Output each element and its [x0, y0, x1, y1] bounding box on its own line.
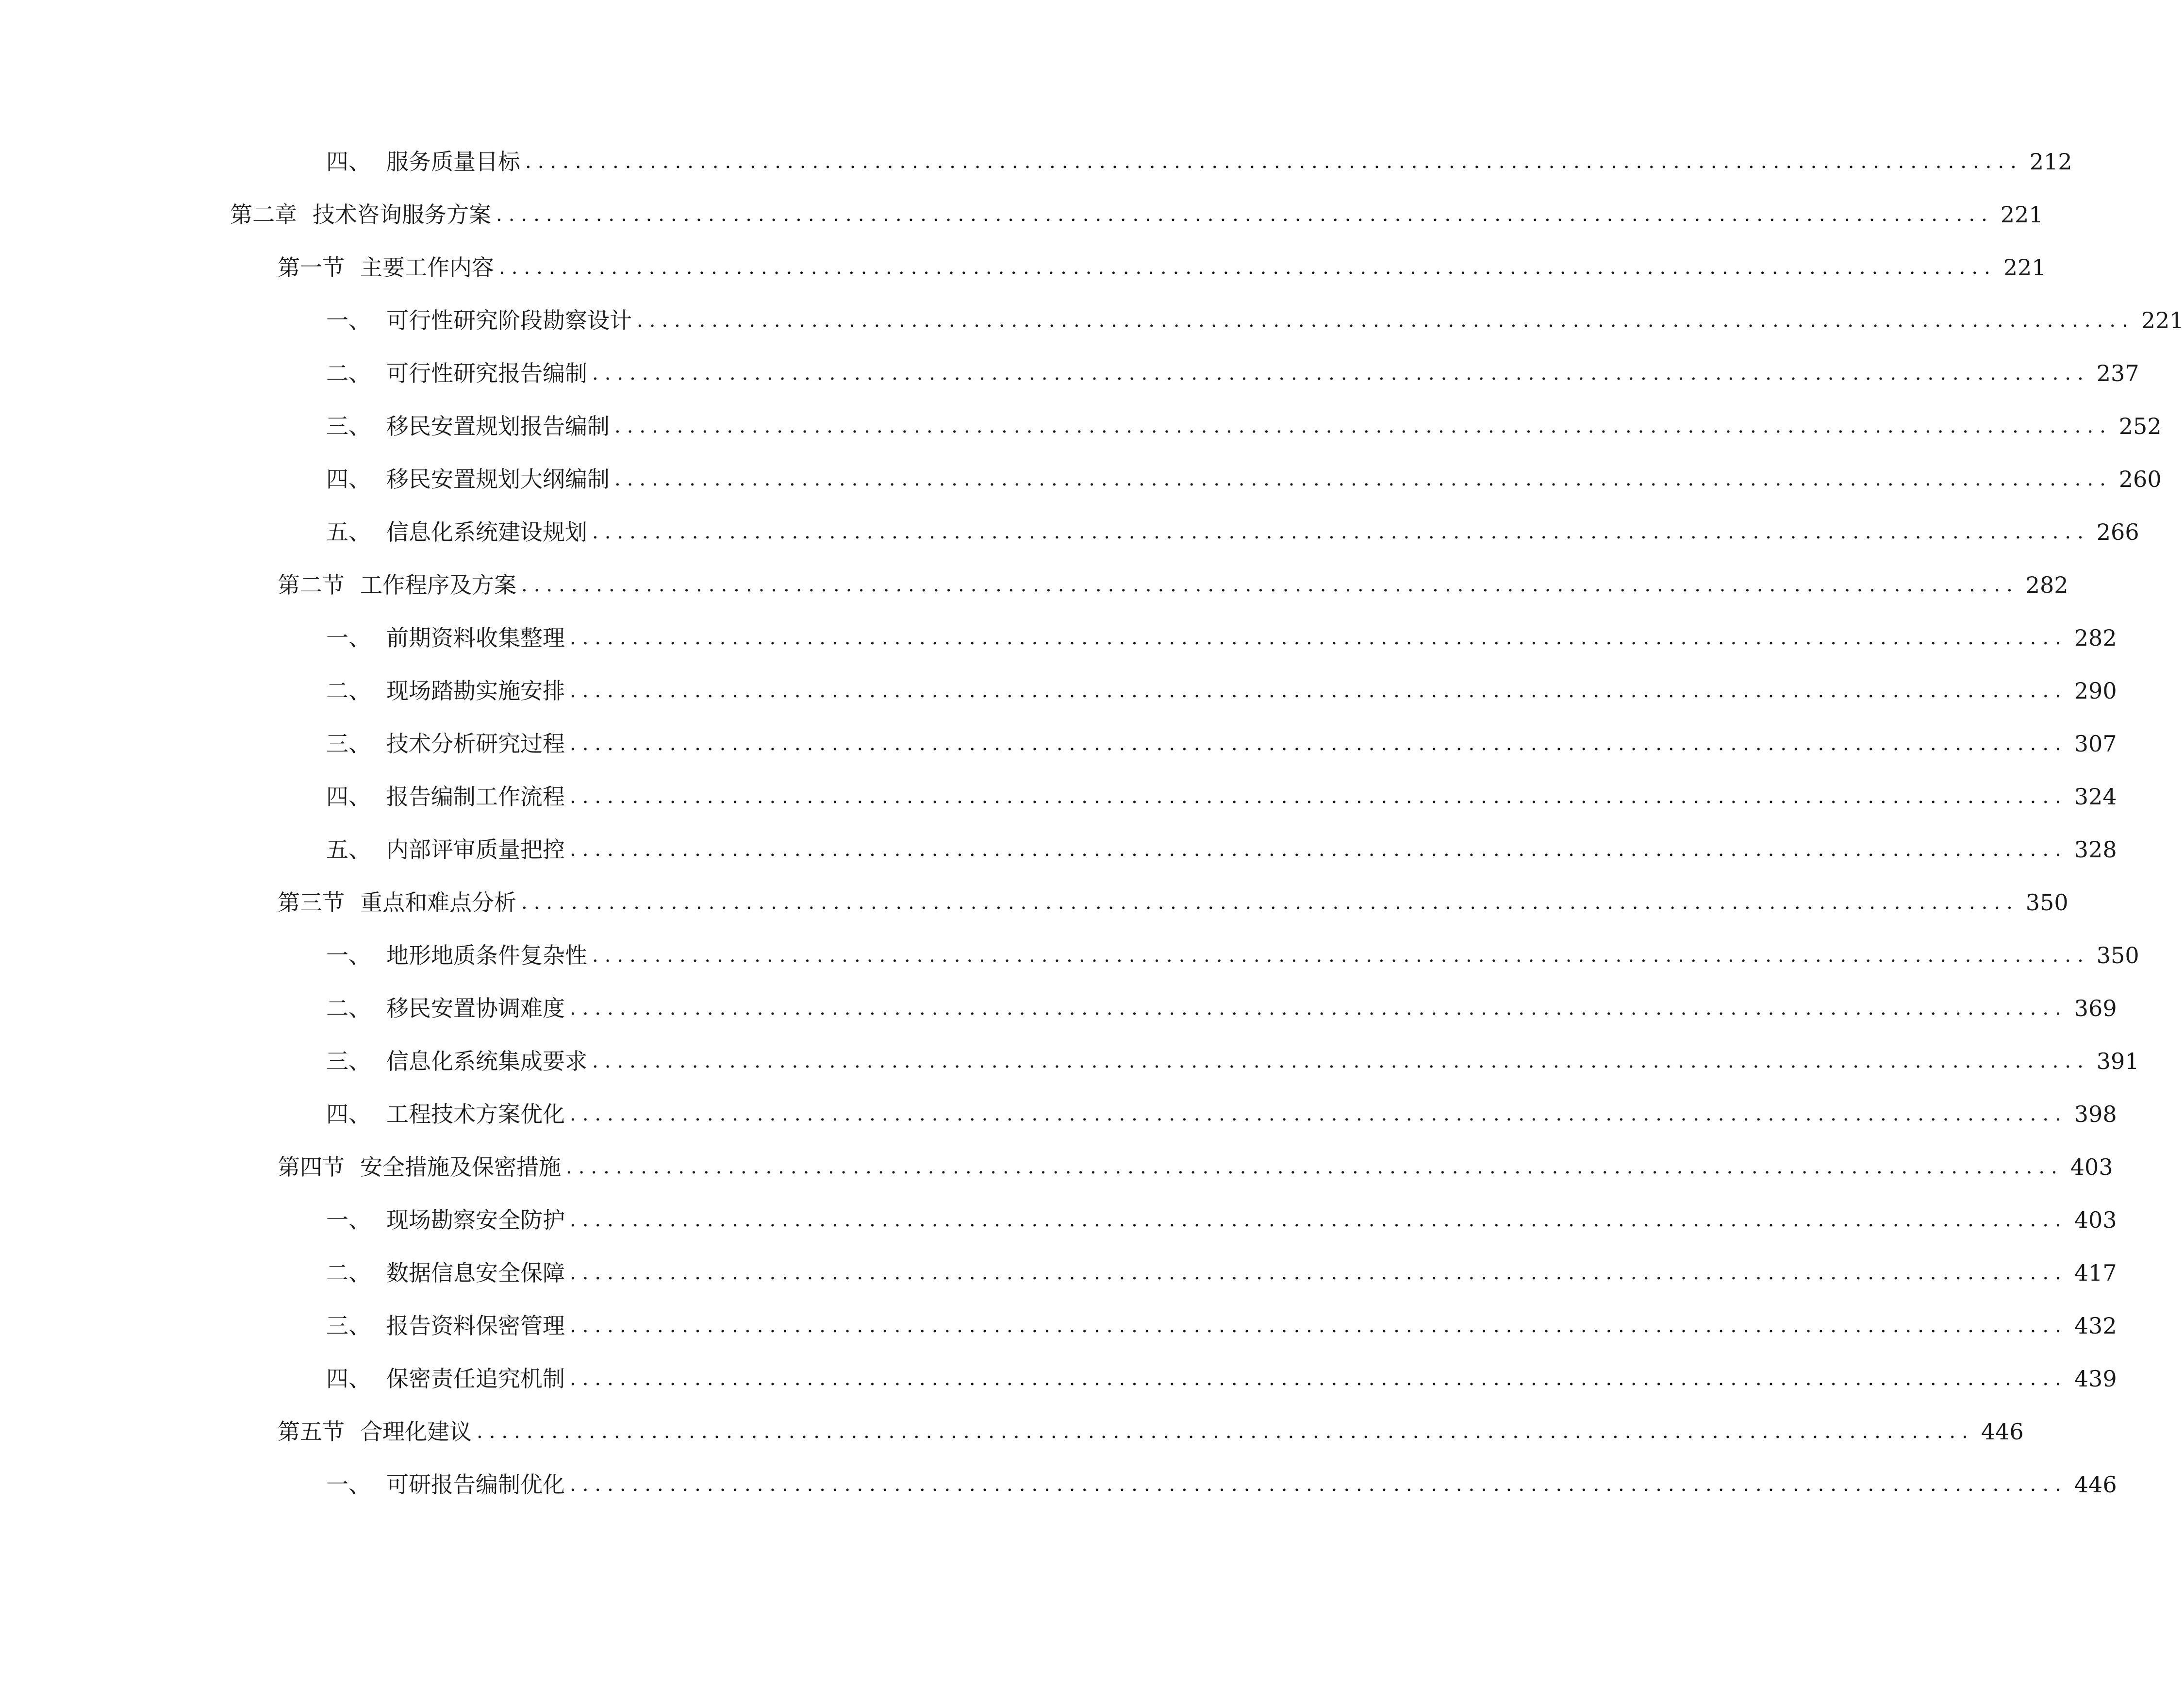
dot-leader: ........................................................................................................................: [570, 680, 2068, 702]
toc-entry[interactable]: [326, 777, 2117, 816]
toc-entry-number: 三、: [326, 1048, 371, 1074]
dot-leader: ........................................................................................................................: [592, 362, 2090, 384]
dot-leader: ........................................................................................................................: [570, 1473, 2068, 1496]
toc-entry-number: 一、: [326, 307, 371, 334]
dot-leader: ........................................................................................................................: [521, 574, 2019, 596]
toc-entry-title: 保密责任追究机制: [386, 1366, 565, 1392]
toc-entry-page: 446: [2074, 1471, 2117, 1498]
toc-entry-title: 信息化系统集成要求: [386, 1048, 587, 1074]
toc-entry-page: 369: [2074, 995, 2117, 1021]
toc-entry[interactable]: [278, 566, 2068, 604]
toc-entry[interactable]: [326, 989, 2117, 1028]
toc-entry[interactable]: [326, 1465, 2117, 1504]
toc-entry-page: 221: [2003, 254, 2046, 281]
toc-entry-number: 第二章: [230, 201, 297, 228]
toc-entry-page: 403: [2070, 1154, 2113, 1180]
toc-entry-number: 二、: [326, 678, 371, 704]
toc-entry-title: 技术咨询服务方案: [313, 201, 491, 228]
toc-entry-title: 前期资料收集整理: [386, 625, 565, 651]
toc-entry-title: 工作程序及方案: [360, 572, 516, 598]
toc-entry[interactable]: [326, 407, 2162, 446]
toc-entry-page: 221: [2141, 307, 2184, 334]
toc-entry-page: 398: [2074, 1101, 2117, 1127]
toc-entry-title: 移民安置协调难度: [386, 995, 565, 1021]
toc-entry-number: 一、: [326, 1207, 371, 1233]
toc-entry[interactable]: [326, 830, 2117, 869]
dot-leader: ........................................................................................................................: [570, 1209, 2068, 1231]
toc-entry[interactable]: [278, 248, 2046, 287]
toc-entry-title: 安全措施及保密措施: [360, 1154, 561, 1180]
toc-entry-number: 第五节: [278, 1419, 345, 1445]
toc-entry-page: 417: [2074, 1260, 2117, 1286]
dot-leader: ........................................................................................................................: [570, 1262, 2068, 1284]
toc-entry-number: 三、: [326, 731, 371, 757]
toc-entry[interactable]: [326, 671, 2117, 710]
toc-entry-number: 四、: [326, 1366, 371, 1392]
toc-entry-page: 252: [2118, 413, 2162, 439]
dot-leader: ........................................................................................................................: [614, 415, 2112, 437]
dot-leader: ........................................................................................................................: [477, 1420, 1974, 1443]
toc-entry[interactable]: [326, 1042, 2139, 1081]
toc-entry[interactable]: [326, 513, 2139, 551]
toc-entry-number: 四、: [326, 1101, 371, 1127]
dot-leader: ........................................................................................................................: [525, 150, 2023, 173]
toc-entry-number: 四、: [326, 466, 371, 492]
toc-entry-number: 四、: [326, 149, 371, 175]
dot-leader: ........................................................................................................................: [499, 256, 1997, 279]
dot-leader: ........................................................................................................................: [570, 1368, 2068, 1390]
toc-entry-title: 现场勘察安全防护: [386, 1207, 565, 1233]
dot-leader: ........................................................................................................................: [570, 785, 2068, 808]
toc-entry-page: 403: [2074, 1207, 2117, 1233]
toc-entry[interactable]: [326, 354, 2139, 393]
toc-entry-number: 五、: [326, 519, 371, 545]
toc-entry-number: 三、: [326, 1313, 371, 1339]
toc-entry-title: 报告编制工作流程: [386, 784, 565, 810]
dot-leader: ........................................................................................................................: [570, 627, 2068, 649]
toc-entry-number: 第二节: [278, 572, 345, 598]
toc-entry-number: 第四节: [278, 1154, 345, 1180]
toc-entry-page: 237: [2096, 360, 2139, 386]
toc-entry-title: 主要工作内容: [360, 254, 494, 281]
toc-entry-page: 391: [2096, 1048, 2139, 1074]
toc-entry-title: 可研报告编制优化: [386, 1471, 565, 1498]
toc-entry-number: 二、: [326, 360, 371, 386]
dot-leader: ........................................................................................................................: [570, 733, 2068, 755]
dot-leader: ........................................................................................................................: [592, 1050, 2090, 1072]
toc-entry-number: 一、: [326, 942, 371, 968]
dot-leader: ........................................................................................................................: [570, 997, 2068, 1019]
toc-entry-page: 350: [2025, 889, 2068, 916]
toc-entry[interactable]: [326, 724, 2117, 763]
dot-leader: ........................................................................................................................: [521, 891, 2019, 914]
toc-entry-page: 432: [2074, 1313, 2117, 1339]
dot-leader: ........................................................................................................................: [496, 203, 1994, 226]
toc-entry-title: 可行性研究报告编制: [386, 360, 587, 386]
toc-entry[interactable]: [278, 1412, 2024, 1451]
toc-entry-title: 可行性研究阶段勘察设计: [386, 307, 632, 334]
toc-entry[interactable]: [326, 1201, 2117, 1239]
toc-entry-number: 一、: [326, 625, 371, 651]
toc-entry-number: 五、: [326, 836, 371, 863]
toc-entry-number: 三、: [326, 413, 371, 439]
toc-entry-page: 307: [2074, 731, 2117, 757]
toc-entry-title: 工程技术方案优化: [386, 1101, 565, 1127]
toc-entry-page: 221: [2000, 201, 2043, 228]
toc-entry-number: 四、: [326, 784, 371, 810]
toc-entry[interactable]: [326, 460, 2162, 499]
toc-entry-page: 290: [2074, 678, 2117, 704]
toc-entry-page: 350: [2096, 942, 2139, 968]
toc-entry-title: 内部评审质量把控: [386, 836, 565, 863]
dot-leader: ........................................................................................................................: [566, 1156, 2064, 1178]
dot-leader: ........................................................................................................................: [570, 1103, 2068, 1125]
toc-entry[interactable]: [326, 301, 2184, 340]
toc-entry-title: 现场踏勘实施安排: [386, 678, 565, 704]
toc-entry[interactable]: [326, 936, 2139, 975]
toc-entry-title: 报告资料保密管理: [386, 1313, 565, 1339]
toc-entry-number: 二、: [326, 1260, 371, 1286]
toc-entry-title: 数据信息安全保障: [386, 1260, 565, 1286]
toc-entry[interactable]: [278, 883, 2068, 922]
toc-entry-page: 282: [2074, 625, 2117, 651]
toc-entry-page: 439: [2074, 1366, 2117, 1392]
toc-entry-title: 信息化系统建设规划: [386, 519, 587, 545]
dot-leader: ........................................................................................................................: [592, 521, 2090, 543]
dot-leader: ........................................................................................................................: [570, 1315, 2068, 1337]
toc-entry-title: 技术分析研究过程: [386, 731, 565, 757]
toc-entry-number: 第三节: [278, 889, 345, 916]
toc-entry-title: 服务质量目标: [386, 149, 520, 175]
toc-entry-page: 266: [2096, 519, 2139, 545]
toc-entry[interactable]: [326, 1253, 2117, 1292]
toc-entry-title: 合理化建议: [360, 1419, 472, 1445]
toc-entry[interactable]: [278, 1148, 2113, 1186]
dot-leader: ........................................................................................................................: [592, 944, 2090, 967]
toc-entry-page: 446: [1981, 1419, 2024, 1445]
toc-entry-page: 212: [2029, 149, 2072, 175]
toc-entry[interactable]: [326, 1095, 2117, 1134]
dot-leader: ........................................................................................................................: [637, 309, 2134, 332]
toc-entry[interactable]: [326, 1359, 2117, 1398]
dot-leader: ........................................................................................................................: [570, 838, 2068, 861]
toc-entry[interactable]: [230, 195, 2043, 234]
toc-entry-number: 一、: [326, 1471, 371, 1498]
toc-entry-title: 地形地质条件复杂性: [386, 942, 587, 968]
toc-entry-page: 260: [2118, 466, 2162, 492]
toc-entry-page: 324: [2074, 784, 2117, 810]
toc-entry-number: 第一节: [278, 254, 345, 281]
toc-entry[interactable]: [326, 142, 2072, 181]
toc-entry-title: 移民安置规划大纲编制: [386, 466, 610, 492]
dot-leader: ........................................................................................................................: [614, 468, 2112, 490]
toc-entry[interactable]: [326, 618, 2117, 657]
toc-entry-page: 282: [2025, 572, 2068, 598]
toc-entry-title: 重点和难点分析: [360, 889, 516, 916]
toc-entry-page: 328: [2074, 836, 2117, 863]
toc-entry-title: 移民安置规划报告编制: [386, 413, 610, 439]
toc-entry[interactable]: [326, 1306, 2117, 1345]
toc-entry-number: 二、: [326, 995, 371, 1021]
